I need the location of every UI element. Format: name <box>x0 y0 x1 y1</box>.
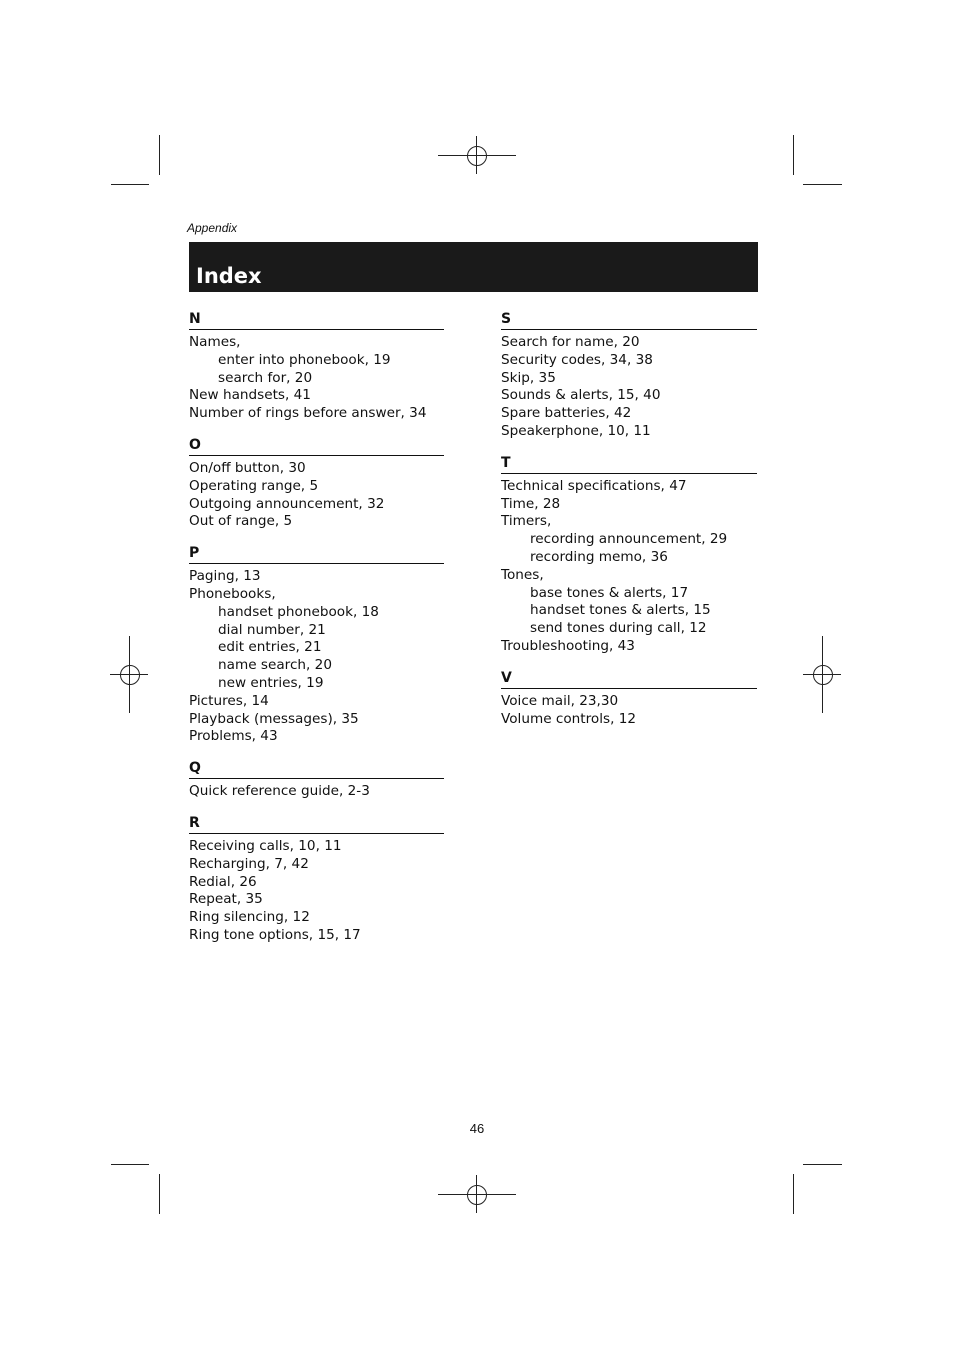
crop-mark <box>159 1174 160 1214</box>
index-entry: Repeat, 35 <box>189 891 263 908</box>
index-group <box>189 814 444 945</box>
index-group <box>189 310 444 423</box>
index-entry: Sounds & alerts, 15, 40 <box>501 387 661 404</box>
index-letter-heading: P <box>189 544 444 564</box>
index-group <box>501 669 757 729</box>
index-entry: Skip, 35 <box>501 369 556 386</box>
index-entry: Redial, 26 <box>189 873 257 890</box>
index-group <box>189 759 444 801</box>
index-entry: Tones, <box>501 566 544 583</box>
index-entry: Paging, 13 <box>189 568 261 585</box>
index-subentry: edit entries, 21 <box>218 639 322 656</box>
index-entry: Security codes, 34, 38 <box>501 351 653 368</box>
page-number: 46 <box>469 1121 485 1136</box>
index-subentry: recording announcement, 29 <box>530 531 728 548</box>
crop-mark <box>803 184 842 185</box>
index-entry: Spare batteries, 42 <box>501 405 632 422</box>
index-entry: Volume controls, 12 <box>501 710 637 727</box>
index-letter-heading: R <box>189 814 444 834</box>
index-entry: Names, <box>189 334 241 350</box>
index-entry: Ring tone options, 15, 17 <box>189 926 361 943</box>
page-title: Index <box>196 264 262 288</box>
index-entry: Technical specifications, 47 <box>501 477 687 494</box>
index-entry: Time, 28 <box>501 495 561 512</box>
index-letter-heading: S <box>501 310 757 330</box>
index-entry: Timers, <box>501 513 552 530</box>
index-group <box>189 544 444 746</box>
index-entry: Phonebooks, <box>189 585 276 602</box>
crop-mark <box>111 184 149 185</box>
index-entry: Quick reference guide, 2-3 <box>189 783 370 800</box>
index-entry: Search for name, 20 <box>501 334 640 350</box>
index-letter-heading: N <box>189 310 444 330</box>
index-subentry: dial number, 21 <box>218 621 326 638</box>
index-entry: Problems, 43 <box>189 728 278 745</box>
section-label: Appendix <box>187 221 238 235</box>
index-subentry: base tones & alerts, 17 <box>530 584 689 601</box>
index-subentry: search for, 20 <box>218 369 313 386</box>
index-entry: Receiving calls, 10, 11 <box>189 837 342 854</box>
index-entry: Voice mail, 23,30 <box>501 692 619 709</box>
index-group <box>501 454 757 656</box>
index-letter-heading: T <box>501 454 757 474</box>
index-entry: Operating range, 5 <box>189 477 319 494</box>
index-column-right <box>501 310 757 741</box>
index-entry: Outgoing announcement, 32 <box>189 495 385 512</box>
crop-mark <box>793 135 794 175</box>
index-entry: Troubleshooting, 43 <box>501 637 635 654</box>
crop-mark <box>111 1164 149 1165</box>
index-subentry: send tones during call, 12 <box>530 620 707 637</box>
index-subentry: handset tones & alerts, 15 <box>530 602 711 619</box>
index-entry: New handsets, 41 <box>189 387 311 404</box>
index-entry: Speakerphone, 10, 11 <box>501 422 651 439</box>
index-letter-heading: O <box>189 436 444 456</box>
index-entry: Playback (messages), 35 <box>189 710 359 727</box>
index-entry: Recharging, 7, 42 <box>189 855 309 872</box>
index-column-left <box>189 310 444 958</box>
index-entry: Ring silencing, 12 <box>189 909 310 926</box>
index-entry: Number of rings before answer, 34 <box>189 405 427 422</box>
crop-mark <box>793 1174 794 1214</box>
index-subentry: new entries, 19 <box>218 674 324 691</box>
index-group <box>189 436 444 531</box>
index-entry: On/off button, 30 <box>189 459 306 476</box>
index-letter-heading: Q <box>189 759 444 779</box>
index-entry: Out of range, 5 <box>189 513 293 530</box>
crop-mark <box>803 1164 842 1165</box>
index-subentry: recording memo, 36 <box>530 548 668 565</box>
index-subentry: enter into phonebook, 19 <box>218 351 391 368</box>
index-subentry: name search, 20 <box>218 657 332 674</box>
title-bar <box>189 242 758 292</box>
index-entry: Pictures, 14 <box>189 692 269 709</box>
index-letter-heading: V <box>501 669 757 689</box>
index-subentry: handset phonebook, 18 <box>218 603 379 620</box>
crop-mark <box>159 135 160 175</box>
index-group <box>501 310 757 441</box>
